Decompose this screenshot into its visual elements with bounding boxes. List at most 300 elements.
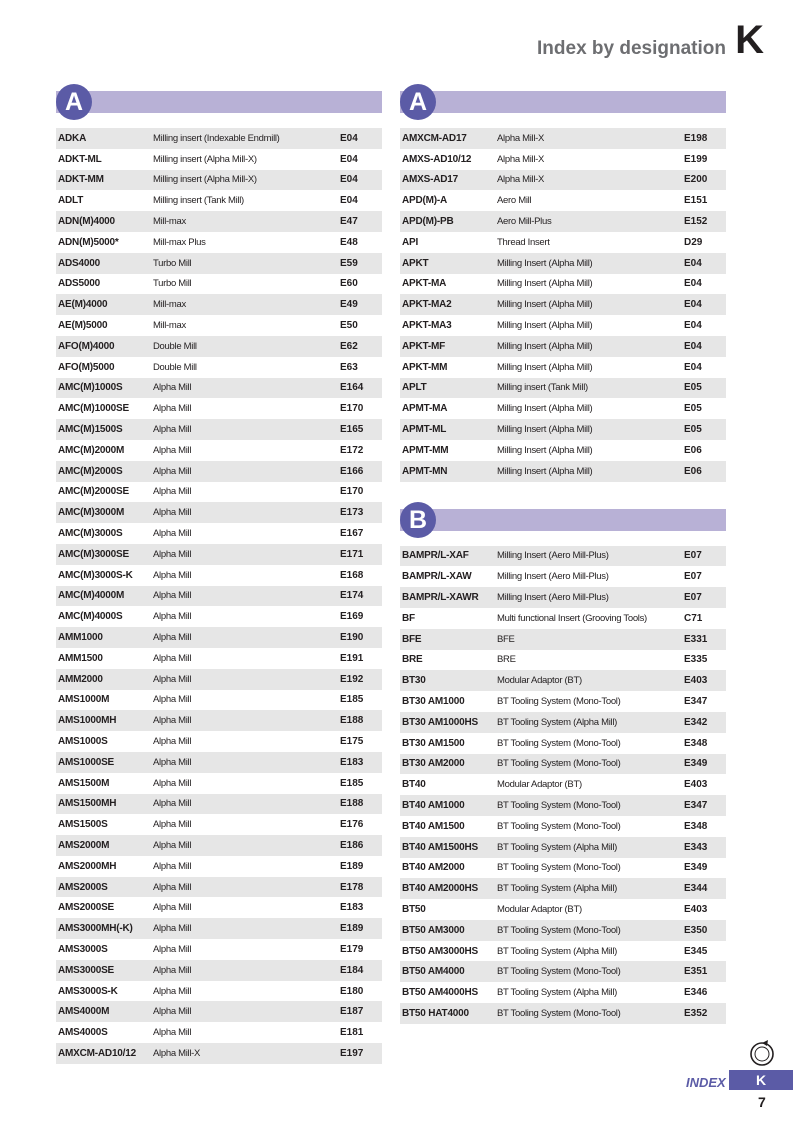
designation-code: AMC(M)3000M (58, 507, 125, 519)
designation-description: BT Tooling System (Mono-Tool) (497, 800, 621, 811)
table-row (400, 378, 726, 399)
page-reference: E347 (684, 800, 708, 811)
designation-description: Mill-max (153, 320, 186, 332)
designation-code: AMC(M)1000S (58, 382, 123, 394)
table-row (400, 691, 726, 712)
table-row (400, 795, 726, 816)
page-reference: E352 (684, 1007, 708, 1019)
page-reference: E335 (684, 654, 708, 666)
designation-description: BT Tooling System (Mono-Tool) (497, 696, 621, 708)
table-row (56, 440, 382, 461)
designation-code: APKT-MA2 (402, 299, 452, 311)
designation-description: Alpha Mill (153, 964, 192, 976)
page-reference: E164 (340, 382, 364, 394)
designation-description: Alpha Mill (153, 528, 192, 540)
page-reference: E181 (340, 1027, 364, 1039)
table-row (56, 378, 382, 399)
designation-description: BT Tooling System (Mono-Tool) (497, 862, 621, 874)
page-reference: E62 (340, 340, 358, 352)
table-row (400, 650, 726, 671)
designation-description: Multi functional Insert (Grooving Tools) (497, 612, 647, 624)
designation-code: AMC(M)2000SE (58, 486, 129, 498)
designation-code: APMT-MN (402, 465, 448, 477)
table-row (56, 523, 382, 544)
page-reference: E189 (340, 860, 364, 872)
index-table-right-a (400, 128, 726, 482)
section-letter: K (735, 18, 764, 62)
page-reference: E188 (340, 798, 364, 810)
page-reference: E200 (684, 174, 708, 186)
designation-code: AMS1000S (58, 736, 108, 747)
designation-code: AMS3000S-K (58, 985, 118, 997)
table-row (56, 814, 382, 835)
table-row (400, 398, 726, 419)
designation-description: Milling Insert (Alpha Mill) (497, 257, 593, 269)
designation-description: Alpha Mill (153, 652, 192, 664)
table-row (56, 461, 382, 482)
designation-code: AMC(M)1000SE (58, 403, 129, 415)
table-row (56, 669, 382, 690)
page-reference: E197 (340, 1047, 364, 1059)
page-reference: E04 (340, 132, 358, 144)
right-column (400, 84, 726, 1024)
designation-code: BT40 AM1500HS (402, 841, 478, 853)
table-row (400, 149, 726, 170)
designation-description: Alpha Mill (153, 424, 192, 436)
designation-description: Alpha Mill-X (497, 174, 545, 186)
page-reference: E345 (684, 945, 708, 957)
table-row (400, 920, 726, 941)
page-reference: E189 (340, 923, 364, 935)
table-row (400, 461, 726, 482)
designation-description: Alpha Mill (153, 403, 192, 415)
designation-code: AE(M)4000 (58, 299, 108, 311)
designation-description: Alpha Mill (153, 839, 192, 851)
designation-code: AMS3000MH(-K) (58, 923, 133, 935)
designation-code: APKT-MM (402, 361, 448, 373)
table-row (400, 190, 726, 211)
designation-code: ADS5000 (58, 278, 100, 290)
designation-code: AMC(M)4000M (58, 590, 125, 602)
designation-description: Alpha Mill (153, 694, 192, 706)
designation-description: BT Tooling System (Alpha Mill) (497, 883, 618, 895)
page-reference: E173 (340, 507, 364, 519)
designation-description: Alpha Mill (153, 632, 192, 644)
page-reference: E07 (684, 571, 702, 583)
designation-code: APKT (402, 257, 429, 269)
designation-description: Alpha Mill (153, 736, 192, 747)
designation-description: Aero Mill (497, 195, 532, 207)
section-letter-badge: B (400, 502, 436, 538)
designation-description: BT Tooling System (Mono-Tool) (497, 966, 621, 978)
designation-description: BT Tooling System (Mono-Tool) (497, 1007, 621, 1019)
designation-description: Milling Insert (Alpha Mill) (497, 278, 593, 290)
designation-description: Modular Adaptor (BT) (497, 675, 582, 687)
designation-code: AMS1000M (58, 694, 110, 706)
page-reference: E170 (340, 486, 364, 498)
designation-description: Alpha Mill (153, 507, 192, 519)
page-reference: E04 (684, 299, 702, 311)
table-row (400, 357, 726, 378)
section-bar (400, 509, 726, 531)
page-reference: E331 (684, 633, 708, 645)
page-reference: E04 (684, 320, 702, 332)
designation-description: BRE (497, 654, 516, 666)
table-row (56, 336, 382, 357)
designation-code: APKT-MA (402, 278, 447, 290)
page-reference: E151 (684, 195, 708, 207)
designation-code: ADS4000 (58, 257, 100, 269)
designation-description: Alpha Mill (153, 444, 192, 456)
page-reference: E344 (684, 883, 708, 895)
page-reference: E191 (340, 652, 364, 664)
designation-description: Alpha Mill (153, 902, 192, 914)
page-reference: E47 (340, 216, 358, 228)
designation-code: BAMPR/L-XAF (402, 550, 469, 562)
designation-description: Alpha Mill (153, 382, 192, 394)
designation-code: ADLT (58, 195, 84, 207)
page-reference: E50 (340, 320, 358, 332)
page-reference: E63 (340, 361, 358, 373)
designation-code: AMS3000S (58, 943, 108, 955)
designation-code: BT30 AM1500 (402, 737, 465, 749)
table-row (56, 398, 382, 419)
table-row (400, 546, 726, 567)
table-row (56, 960, 382, 981)
table-row (56, 773, 382, 794)
designation-description: Milling Insert (Aero Mill-Plus) (497, 550, 609, 562)
designation-description: Mill-max Plus (153, 236, 206, 248)
designation-code: BT50 HAT4000 (402, 1007, 469, 1019)
page-reference: C71 (684, 612, 703, 624)
page-reference: E349 (684, 758, 708, 770)
page-reference: E351 (684, 966, 708, 978)
designation-code: APD(M)-A (402, 195, 448, 207)
designation-description: Alpha Mill-X (497, 132, 545, 144)
page-reference: E60 (340, 278, 358, 290)
table-row (56, 731, 382, 752)
page-reference: E06 (684, 465, 702, 477)
designation-description: Milling insert (Tank Mill) (153, 195, 244, 207)
designation-description: BT Tooling System (Mono-Tool) (497, 924, 621, 936)
page-reference: E176 (340, 819, 364, 831)
table-row (56, 315, 382, 336)
designation-description: Modular Adaptor (BT) (497, 903, 582, 915)
designation-code: BT50 AM3000 (402, 924, 465, 936)
designation-description: Thread Insert (497, 236, 550, 248)
table-row (400, 232, 726, 253)
index-table-right-b (400, 546, 726, 1024)
designation-code: ADN(M)5000* (58, 236, 119, 248)
designation-code: BFE (402, 633, 422, 645)
table-row (56, 981, 382, 1002)
designation-description: Alpha Mill (153, 756, 192, 768)
designation-code: AMM1500 (58, 652, 103, 664)
page-reference: E199 (684, 153, 708, 165)
designation-description: Milling Insert (Alpha Mill) (497, 444, 593, 456)
table-row (400, 294, 726, 315)
page-reference: E04 (340, 153, 358, 165)
page-reference: E348 (684, 820, 708, 832)
designation-code: AMXS-AD17 (402, 174, 458, 186)
designation-description: Alpha Mill (153, 1006, 192, 1018)
section-header-b (400, 502, 726, 538)
page-reference: E169 (340, 611, 364, 623)
table-row (400, 941, 726, 962)
table-row (56, 856, 382, 877)
table-row (400, 899, 726, 920)
page-reference: E350 (684, 924, 708, 936)
table-row (400, 816, 726, 837)
page-reference: E166 (340, 465, 364, 477)
designation-code: BT50 AM3000HS (402, 945, 478, 957)
designation-code: AFO(M)4000 (58, 340, 115, 352)
designation-description: Alpha Mill (153, 777, 192, 789)
section-header-a-right (400, 84, 726, 120)
designation-code: ADKT-ML (58, 153, 102, 165)
designation-description: BT Tooling System (Mono-Tool) (497, 820, 621, 832)
page-reference: E167 (340, 528, 364, 540)
designation-code: BT40 AM2000HS (402, 883, 478, 895)
table-row (56, 294, 382, 315)
table-row (56, 752, 382, 773)
designation-code: APKT-MF (402, 340, 446, 352)
table-row (56, 939, 382, 960)
table-row (400, 336, 726, 357)
designation-description: Alpha Mill-X (497, 153, 545, 165)
page-reference: E343 (684, 841, 708, 853)
designation-description: BT Tooling System (Alpha Mill) (497, 841, 618, 853)
table-row (400, 315, 726, 336)
page-reference: E188 (340, 715, 364, 727)
table-row (56, 648, 382, 669)
page-reference: E348 (684, 737, 708, 749)
designation-description: Milling Insert (Alpha Mill) (497, 361, 593, 373)
page-reference: E192 (340, 673, 364, 685)
designation-code: AMS1500S (58, 819, 108, 831)
page-reference: E185 (340, 694, 364, 706)
table-row (400, 170, 726, 191)
designation-code: AMXS-AD10/12 (402, 153, 472, 165)
table-row (400, 629, 726, 650)
designation-code: AMXCM-AD17 (402, 132, 467, 144)
designation-code: AMS2000M (58, 839, 110, 851)
table-row (400, 587, 726, 608)
designation-description: Milling Insert (Alpha Mill) (497, 403, 593, 415)
section-letter-badge: A (400, 84, 436, 120)
table-row (400, 274, 726, 295)
designation-code: AMC(M)4000S (58, 611, 123, 623)
designation-code: APLT (402, 382, 427, 394)
table-row (56, 627, 382, 648)
designation-description: BT Tooling System (Alpha Mill) (497, 987, 618, 999)
designation-code: AMC(M)3000SE (58, 548, 129, 560)
table-row (400, 774, 726, 795)
table-row (400, 566, 726, 587)
table-row (56, 877, 382, 898)
page-reference: E04 (684, 278, 702, 290)
table-row (56, 128, 382, 149)
table-row (400, 253, 726, 274)
page-reference: E403 (684, 779, 708, 791)
designation-description: Milling insert (Indexable Endmill) (153, 132, 280, 144)
table-row (400, 419, 726, 440)
designation-code: AMS2000S (58, 881, 108, 893)
designation-code: ADKT-MM (58, 174, 104, 186)
designation-description: Turbo Mill (153, 257, 192, 269)
designation-description: Alpha Mill (153, 611, 192, 623)
designation-code: AMS1500M (58, 777, 110, 789)
table-row (56, 1043, 382, 1064)
section-letter-badge: A (56, 84, 92, 120)
designation-code: BT30 (402, 675, 426, 687)
designation-code: AMS2000MH (58, 860, 117, 872)
table-row (400, 128, 726, 149)
designation-description: Milling Insert (Alpha Mill) (497, 340, 593, 352)
designation-code: AMC(M)2000M (58, 444, 125, 456)
page-number: 7 (758, 1094, 766, 1110)
designation-description: Alpha Mill (153, 798, 192, 810)
section-bar (56, 91, 382, 113)
page-reference: E172 (340, 444, 364, 456)
table-row (56, 211, 382, 232)
page-reference: E48 (340, 236, 358, 248)
designation-description: BFE (497, 633, 515, 645)
designation-code: BT40 (402, 779, 426, 791)
page-reference: E187 (340, 1006, 364, 1018)
table-row (56, 253, 382, 274)
table-row (56, 502, 382, 523)
designation-description: Alpha Mill (153, 943, 192, 955)
page-reference: E04 (684, 257, 702, 269)
designation-code: AFO(M)5000 (58, 361, 115, 373)
designation-description: Alpha Mill (153, 486, 192, 498)
designation-code: AMXCM-AD10/12 (58, 1047, 136, 1059)
designation-description: Milling Insert (Aero Mill-Plus) (497, 592, 609, 604)
page-title: Index by designation (537, 38, 726, 59)
designation-code: BT50 (402, 903, 426, 915)
designation-description: Mill-max (153, 299, 186, 311)
table-row (400, 608, 726, 629)
designation-code: BT50 AM4000HS (402, 987, 478, 999)
section-bar (400, 91, 726, 113)
designation-code: BT40 AM1500 (402, 820, 465, 832)
designation-description: BT Tooling System (Alpha Mill) (497, 716, 618, 728)
page-reference: D29 (684, 236, 703, 248)
page-reference: E185 (340, 777, 364, 789)
page-reference: E49 (340, 299, 358, 311)
table-row (56, 190, 382, 211)
page-reference: E171 (340, 548, 364, 560)
page-reference: E183 (340, 756, 364, 768)
page-reference: E152 (684, 216, 708, 228)
designation-code: APKT-MA3 (402, 320, 452, 332)
designation-description: Alpha Mill (153, 923, 192, 935)
designation-description: Alpha Mill (153, 985, 192, 997)
designation-code: AMS1000SE (58, 756, 115, 768)
designation-code: BT30 AM1000HS (402, 716, 478, 728)
table-row (56, 897, 382, 918)
designation-description: Milling Insert (Alpha Mill) (497, 465, 593, 477)
page-reference: E184 (340, 964, 364, 976)
designation-code: APMT-ML (402, 424, 447, 436)
table-row (56, 274, 382, 295)
table-row (56, 586, 382, 607)
designation-description: Alpha Mill (153, 881, 192, 893)
table-row (400, 670, 726, 691)
designation-code: APMT-MM (402, 444, 449, 456)
designation-code: AE(M)5000 (58, 320, 108, 332)
designation-code: ADN(M)4000 (58, 216, 115, 228)
page-reference: E183 (340, 902, 364, 914)
page-reference: E05 (684, 382, 702, 394)
page-reference: E403 (684, 675, 708, 687)
designation-code: API (402, 236, 419, 248)
designation-code: AMC(M)3000S-K (58, 569, 133, 581)
designation-description: BT Tooling System (Mono-Tool) (497, 758, 621, 770)
designation-code: AMS4000M (58, 1006, 110, 1018)
designation-description: Alpha Mill (153, 590, 192, 602)
page-reference: E04 (340, 195, 358, 207)
table-row (56, 419, 382, 440)
page-reference: E05 (684, 403, 702, 415)
table-row (56, 690, 382, 711)
designation-code: BT30 AM1000 (402, 696, 465, 708)
designation-description: Double Mill (153, 340, 197, 352)
table-row (56, 835, 382, 856)
designation-description: Aero Mill-Plus (497, 216, 552, 228)
designation-code: APMT-MA (402, 403, 448, 415)
section-header-a-left (56, 84, 382, 120)
designation-description: Alpha Mill (153, 860, 192, 872)
table-row (56, 794, 382, 815)
designation-code: AMS1000MH (58, 715, 117, 727)
designation-description: Mill-max (153, 216, 186, 228)
designation-description: Alpha Mill (153, 569, 192, 581)
refresh-icon[interactable] (747, 1038, 777, 1068)
table-row (400, 440, 726, 461)
table-row (56, 918, 382, 939)
page-reference: E168 (340, 569, 364, 581)
designation-code: AMC(M)2000S (58, 465, 123, 477)
page-reference: E190 (340, 632, 364, 644)
page-reference: E403 (684, 903, 708, 915)
page-reference: E04 (684, 361, 702, 373)
page-reference: E170 (340, 403, 364, 415)
table-row (56, 357, 382, 378)
footer-section-tab[interactable]: K (729, 1070, 793, 1090)
page-reference: E342 (684, 716, 708, 728)
page-reference: E347 (684, 696, 708, 708)
designation-code: BF (402, 612, 415, 624)
designation-code: AMS1500MH (58, 798, 117, 810)
designation-description: Double Mill (153, 361, 197, 373)
designation-description: Milling Insert (Aero Mill-Plus) (497, 571, 609, 583)
page-reference: E05 (684, 424, 702, 436)
page-reference: E174 (340, 590, 364, 602)
index-table-left (56, 128, 382, 1064)
designation-description: Alpha Mill (153, 819, 192, 831)
designation-description: Milling insert (Alpha Mill-X) (153, 174, 257, 186)
designation-description: BT Tooling System (Mono-Tool) (497, 737, 621, 749)
left-column (56, 84, 382, 1064)
page-reference: E07 (684, 550, 702, 562)
designation-code: APD(M)-PB (402, 216, 454, 228)
designation-code: AMM2000 (58, 673, 103, 685)
designation-code: BAMPR/L-XAWR (402, 592, 479, 604)
designation-code: BAMPR/L-XAW (402, 571, 472, 583)
table-row (400, 878, 726, 899)
